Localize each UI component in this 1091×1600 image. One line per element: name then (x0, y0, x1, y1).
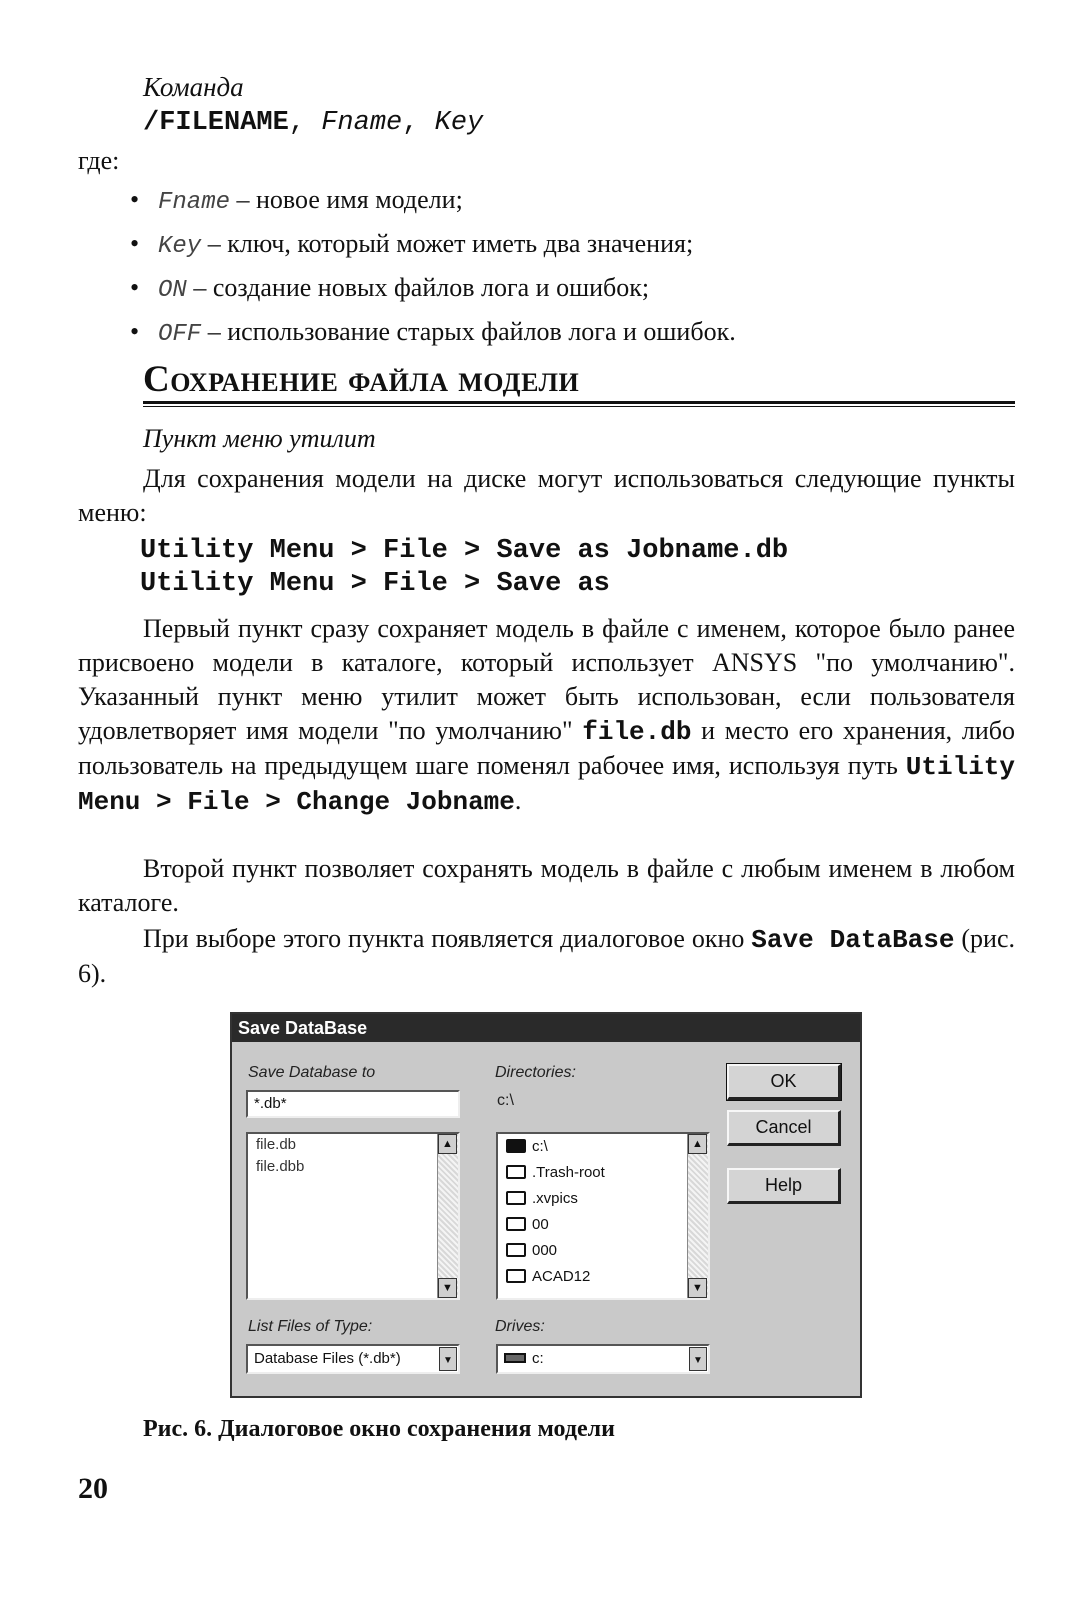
dialog-title: Save DataBase (232, 1014, 860, 1042)
directory-item[interactable] (498, 1264, 708, 1290)
page-number: 20 (78, 1472, 108, 1505)
drive-select[interactable] (496, 1344, 710, 1374)
paragraph-text: . (514, 786, 522, 815)
command-syntax (143, 108, 483, 138)
directory-item-label: 000 (532, 1242, 558, 1259)
list-item-term: ON (158, 277, 187, 304)
list-item-term: Fname (158, 189, 231, 216)
list-item-text: – новое имя модели; (230, 185, 463, 214)
command-label: Команда (143, 72, 244, 102)
file-list-item[interactable]: file.db (256, 1136, 297, 1153)
save-database-dialog (230, 1012, 862, 1398)
directory-item-label: .xvpics (532, 1190, 578, 1207)
chevron-down-icon[interactable]: ▼ (689, 1347, 707, 1371)
subheading: Пункт меню утилит (143, 424, 376, 453)
list-item (130, 178, 736, 222)
folder-icon (506, 1269, 526, 1283)
cancel-button[interactable]: Cancel (727, 1110, 841, 1146)
save-to-label: Save Database to (248, 1064, 376, 1081)
menu-path-2: Utility Menu > File > Save as (140, 569, 610, 599)
ok-button[interactable]: OK (727, 1064, 841, 1100)
paragraph-text: Первый пункт сразу сохраняет модель в файле с именем, которое было ранее присвоено модели в каталоге, который использует ANSYS "по умолчанию". Указанный пункт меню утилит может быть использован, если пользователя удовлетворяет имя модели "по умолчанию" (78, 614, 1015, 745)
list-item-term: Key (158, 233, 202, 260)
heading-rule (143, 401, 1015, 404)
paragraph-first-option (78, 612, 1015, 819)
paragraph-text: При выборе этого пункта появляется диалоговое окно (143, 924, 752, 953)
figure-caption: Рис. 6. Диалоговое окно сохранения модели (143, 1416, 615, 1442)
command-separator: , (402, 108, 435, 138)
list-item (130, 222, 736, 266)
paragraph-dialog-intro (78, 922, 1015, 991)
directory-list-scrollbar[interactable] (687, 1134, 708, 1298)
where-label: где: (78, 146, 120, 175)
scroll-up-icon[interactable]: ▲ (688, 1134, 707, 1154)
directory-item-label: .Trash-root (532, 1164, 605, 1181)
folder-icon (506, 1191, 526, 1205)
command-arg-fname: Fname (321, 108, 403, 138)
folder-icon (506, 1165, 526, 1179)
inline-code-menu-path: Utility Menu > File > Change Jobname (78, 752, 1015, 817)
scroll-down-icon[interactable]: ▼ (688, 1278, 707, 1298)
list-item (130, 310, 736, 354)
directory-item[interactable] (498, 1238, 708, 1264)
scroll-up-icon[interactable]: ▲ (438, 1134, 457, 1154)
paragraph-second-option (78, 852, 1015, 920)
argument-list (130, 178, 736, 354)
filename-input[interactable]: *.db* (246, 1090, 460, 1118)
list-item (130, 266, 736, 310)
paragraph-text: Второй пункт позволяет сохранять модель в файле с любым именем в любом каталоге. (78, 854, 1015, 917)
drive-icon (504, 1353, 526, 1363)
directory-list[interactable] (496, 1132, 710, 1300)
file-type-label: List Files of Type: (248, 1318, 373, 1335)
menu-path-1: Utility Menu > File > Save as Jobname.db (140, 536, 789, 566)
file-list[interactable] (246, 1132, 460, 1300)
inline-code-filename: file.db (582, 717, 692, 747)
scroll-down-icon[interactable]: ▼ (438, 1278, 457, 1298)
command-separator: , (288, 108, 322, 138)
current-directory: c:\ (497, 1092, 514, 1109)
folder-icon (506, 1243, 526, 1257)
command-name: /FILENAME (143, 108, 289, 138)
file-type-select[interactable] (246, 1344, 460, 1374)
list-item-term: OFF (158, 321, 202, 348)
directory-item[interactable] (498, 1134, 708, 1160)
paragraph-text: (рис. 6). (78, 924, 1015, 988)
list-item-text: – использование старых файлов лога и ошибок. (201, 317, 736, 346)
directory-item[interactable] (498, 1186, 708, 1212)
section-heading: Сохранение файла модели (143, 359, 580, 400)
help-button[interactable]: Help (727, 1168, 841, 1204)
command-arg-key: Key (434, 108, 484, 138)
heading-rule-thin (143, 406, 1015, 407)
file-list-scrollbar[interactable] (437, 1134, 458, 1298)
directories-label: Directories: (495, 1064, 576, 1081)
folder-icon (506, 1217, 526, 1231)
list-item-text: – создание новых файлов лога и ошибок; (186, 273, 650, 302)
directory-item[interactable] (498, 1160, 708, 1186)
intro-paragraph (78, 462, 1015, 530)
directory-item[interactable] (498, 1212, 708, 1238)
intro-text: Для сохранения модели на диске могут использоваться следующие пункты меню: (78, 464, 1015, 527)
inline-code-dialog-name: Save DataBase (751, 925, 955, 955)
open-folder-icon (506, 1139, 526, 1153)
directory-item-label: c:\ (532, 1138, 548, 1155)
directory-item-label: ACAD12 (532, 1268, 591, 1285)
file-type-value: Database Files (*.db*) (254, 1350, 401, 1367)
drives-label: Drives: (495, 1318, 545, 1335)
chevron-down-icon[interactable]: ▼ (439, 1347, 457, 1371)
directory-item-label: 00 (532, 1216, 549, 1233)
file-list-item[interactable]: file.dbb (256, 1158, 305, 1175)
paragraph-text: и место его хранения, либо пользователь на предыдущем шаге поменял рабочее имя, используя путь (78, 716, 1015, 780)
drive-value: c: (532, 1350, 544, 1367)
list-item-text: – ключ, который может иметь два значения; (201, 229, 694, 258)
